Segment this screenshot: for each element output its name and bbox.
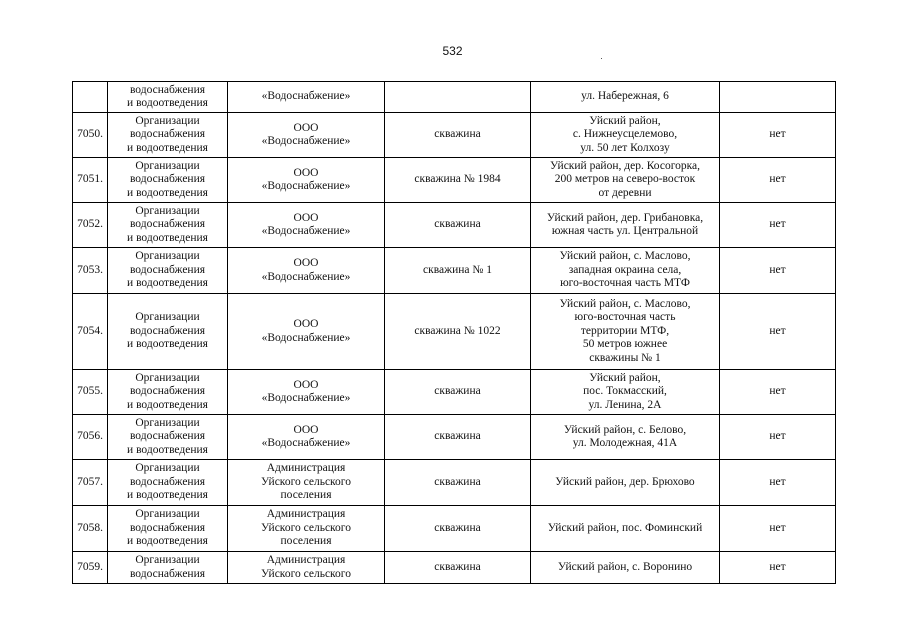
cell-address-line: ул. Молодежная, 41А: [572, 437, 678, 449]
cell-address: [531, 82, 720, 113]
cell-category: [108, 460, 228, 506]
cell-address-line: 200 метров на северо-восток: [554, 173, 696, 186]
table-row: [73, 552, 836, 584]
cell-number: 7057.: [73, 460, 108, 506]
cell-category-line: и водоотведения: [127, 231, 208, 244]
registry-table-body: [73, 82, 836, 584]
cell-address-line: Уйский район, с. Воронино: [557, 560, 693, 573]
cell-object: [385, 506, 531, 552]
cell-address-line: пос. Токмасский,: [583, 385, 667, 398]
cell-address-line: юго-восточная часть МТФ: [560, 277, 690, 290]
cell-category-line: и водоотведения: [127, 338, 208, 351]
cell-owner: [228, 203, 385, 248]
cell-address: [531, 203, 720, 248]
cell-category-line: Организации: [135, 311, 200, 324]
cell-object-line: скважина № 1: [423, 263, 492, 276]
cell-category-line: Организации: [135, 114, 200, 127]
cell-number: 7052.: [73, 203, 108, 248]
cell-owner-line: «Водоснабжение»: [261, 270, 351, 283]
cell-status: нет: [720, 248, 836, 294]
cell-category-line: Организации: [135, 416, 200, 429]
cell-owner: [228, 415, 385, 460]
cell-owner-line: «Водоснабжение»: [261, 437, 351, 449]
cell-address-line: Уйский район, с. Белово,: [563, 423, 687, 436]
cell-category-line: водоснабжения: [129, 324, 206, 337]
cell-category-line: Организации: [135, 554, 200, 566]
cell-number: 7058.: [73, 506, 108, 552]
cell-owner-line: «Водоснабжение»: [261, 90, 351, 103]
cell-category-line: водоснабжения: [129, 128, 206, 141]
cell-address-line: Уйский район, дер. Брюхово: [555, 475, 695, 488]
cell-category: [108, 552, 228, 584]
cell-status: нет: [720, 113, 836, 158]
cell-status: нет: [720, 552, 836, 584]
cell-address: [531, 158, 720, 203]
cell-address-line: Уйский район, дер. Грибановка,: [546, 211, 704, 224]
cell-category-line: и водоотведения: [127, 443, 208, 456]
cell-status: нет: [720, 460, 836, 506]
cell-category-line: водоснабжения: [129, 475, 206, 488]
cell-number: 7059.: [73, 552, 108, 584]
registry-table: [72, 81, 836, 584]
cell-category: [108, 415, 228, 460]
cell-owner-line: Администрация: [266, 462, 346, 475]
table-row: [73, 82, 836, 113]
cell-number: 7053.: [73, 248, 108, 294]
cell-number: [73, 82, 108, 113]
cell-object-line: скважина № 1022: [414, 324, 501, 337]
cell-owner: [228, 506, 385, 552]
cell-category: [108, 113, 228, 158]
cell-owner-line: поселения: [280, 535, 332, 548]
table-row: [73, 158, 836, 203]
cell-category: [108, 370, 228, 415]
cell-category: [108, 203, 228, 248]
cell-object: [385, 82, 531, 113]
cell-owner-line: Уйского сельского: [260, 475, 351, 488]
cell-address-line: с. Нижнеусцелемово,: [572, 128, 678, 141]
cell-address-line: Уйский район, с. Маслово,: [559, 297, 691, 310]
cell-category: [108, 248, 228, 294]
cell-object-line: скважина: [434, 475, 481, 488]
cell-address-line: ул. Ленина, 2А: [588, 398, 662, 411]
cell-address-line: скважины № 1: [589, 351, 661, 364]
cell-category-line: водоснабжения: [129, 218, 206, 231]
cell-object: [385, 113, 531, 158]
cell-category-line: водоснабжения: [129, 385, 206, 398]
cell-status: нет: [720, 203, 836, 248]
cell-owner-line: ООО: [293, 166, 319, 179]
cell-category-line: и водоотведения: [127, 141, 208, 154]
cell-category-line: и водоотведения: [127, 277, 208, 290]
cell-owner-line: ООО: [293, 318, 319, 330]
cell-category-line: Организации: [135, 508, 200, 521]
cell-number: 7051.: [73, 158, 108, 203]
cell-category-line: и водоотведения: [127, 398, 208, 411]
cell-status: нет: [720, 158, 836, 203]
cell-category-line: водоснабжения: [129, 567, 206, 580]
cell-category-line: Организации: [135, 462, 200, 475]
cell-object-line: скважина: [434, 385, 481, 398]
cell-owner-line: Уйского сельского: [260, 521, 351, 534]
cell-category: [108, 506, 228, 552]
cell-category: [108, 158, 228, 203]
cell-object: [385, 203, 531, 248]
cell-address: [531, 460, 720, 506]
cell-address-line: западная окраина села,: [568, 263, 682, 276]
cell-status: нет: [720, 294, 836, 370]
cell-address: [531, 415, 720, 460]
cell-owner: [228, 82, 385, 113]
cell-address: [531, 248, 720, 294]
cell-owner: [228, 248, 385, 294]
cell-number: 7050.: [73, 113, 108, 158]
cell-owner-line: ООО: [293, 257, 319, 269]
cell-object: [385, 248, 531, 294]
cell-object: [385, 294, 531, 370]
cell-owner-line: ООО: [293, 121, 319, 134]
cell-category-line: водоснабжения: [129, 430, 206, 443]
cell-address-line: юго-восточная часть: [574, 311, 676, 324]
cell-category-line: водоснабжения: [129, 83, 206, 96]
cell-owner: [228, 460, 385, 506]
table-row: [73, 203, 836, 248]
cell-address: [531, 113, 720, 158]
table-row: [73, 506, 836, 552]
table-row: [73, 248, 836, 294]
cell-status: нет: [720, 370, 836, 415]
cell-owner-line: «Водоснабжение»: [261, 392, 351, 404]
cell-category-line: и водоотведения: [127, 186, 208, 199]
cell-address: [531, 370, 720, 415]
cell-object: [385, 370, 531, 415]
cell-category-line: водоснабжения: [129, 263, 206, 276]
cell-address-line: Уйский район, пос. Фоминский: [547, 521, 703, 534]
cell-address-line: 50 метров южнее: [582, 338, 668, 351]
table-row: [73, 460, 836, 506]
cell-address: [531, 506, 720, 552]
cell-category-line: Организации: [135, 159, 200, 172]
cell-status: [720, 82, 836, 113]
cell-category-line: и водоотведения: [127, 535, 208, 548]
cell-category-line: и водоотведения: [127, 489, 208, 502]
cell-category-line: Организации: [135, 371, 200, 384]
cell-owner-line: «Водоснабжение»: [261, 180, 351, 192]
cell-object-line: скважина: [434, 560, 481, 573]
cell-category-line: водоснабжения: [129, 521, 206, 534]
cell-status: нет: [720, 506, 836, 552]
cell-object-line: скважина: [434, 218, 481, 231]
table-row: [73, 415, 836, 460]
cell-object: [385, 460, 531, 506]
cell-address: [531, 552, 720, 584]
page-number: 532: [442, 44, 463, 58]
cell-owner-line: ООО: [293, 378, 319, 391]
cell-object: [385, 158, 531, 203]
cell-owner-line: «Водоснабжение»: [261, 331, 351, 344]
cell-owner-line: поселения: [280, 489, 332, 502]
scan-speck: [601, 58, 602, 59]
cell-address-line: южная часть ул. Центральной: [551, 225, 699, 237]
cell-category-line: и водоотведения: [127, 97, 208, 109]
cell-number: 7055.: [73, 370, 108, 415]
cell-address-line: территории МТФ,: [580, 324, 670, 337]
cell-category-line: водоснабжения: [129, 173, 206, 186]
table-row: [73, 370, 836, 415]
cell-address-line: Уйский район, с. Маслово,: [559, 250, 691, 263]
cell-category-line: Организации: [135, 204, 200, 217]
cell-category: [108, 82, 228, 113]
cell-address-line: Уйский район, дер. Косогорка,: [549, 159, 701, 172]
cell-category-line: Организации: [135, 250, 200, 263]
cell-object: [385, 415, 531, 460]
cell-address: [531, 294, 720, 370]
cell-object-line: скважина: [434, 521, 481, 534]
cell-address-line: Уйский район,: [589, 371, 661, 384]
cell-owner: [228, 158, 385, 203]
cell-owner-line: Уйского сельского: [260, 567, 351, 580]
cell-owner-line: «Водоснабжение»: [261, 135, 351, 147]
cell-owner: [228, 370, 385, 415]
cell-owner: [228, 552, 385, 584]
cell-object-line: скважина: [434, 128, 481, 141]
cell-status: нет: [720, 415, 836, 460]
cell-object-line: скважина № 1984: [414, 173, 501, 186]
cell-address-line: от деревни: [598, 186, 652, 199]
table-row: [73, 294, 836, 370]
cell-object-line: скважина: [434, 430, 481, 443]
cell-number: 7056.: [73, 415, 108, 460]
cell-owner-line: ООО: [293, 423, 319, 436]
cell-owner: [228, 113, 385, 158]
cell-owner: [228, 294, 385, 370]
cell-owner-line: Администрация: [266, 554, 346, 566]
cell-address-line: ул. 50 лет Колхозу: [580, 141, 670, 154]
cell-owner-line: Администрация: [266, 508, 346, 521]
cell-number: 7054.: [73, 294, 108, 370]
cell-owner-line: ООО: [293, 211, 319, 224]
cell-object: [385, 552, 531, 584]
cell-category: [108, 294, 228, 370]
table-row: [73, 113, 836, 158]
cell-address-line: ул. Набережная, 6: [581, 90, 669, 103]
cell-address-line: Уйский район,: [589, 114, 661, 127]
cell-owner-line: «Водоснабжение»: [261, 225, 351, 237]
